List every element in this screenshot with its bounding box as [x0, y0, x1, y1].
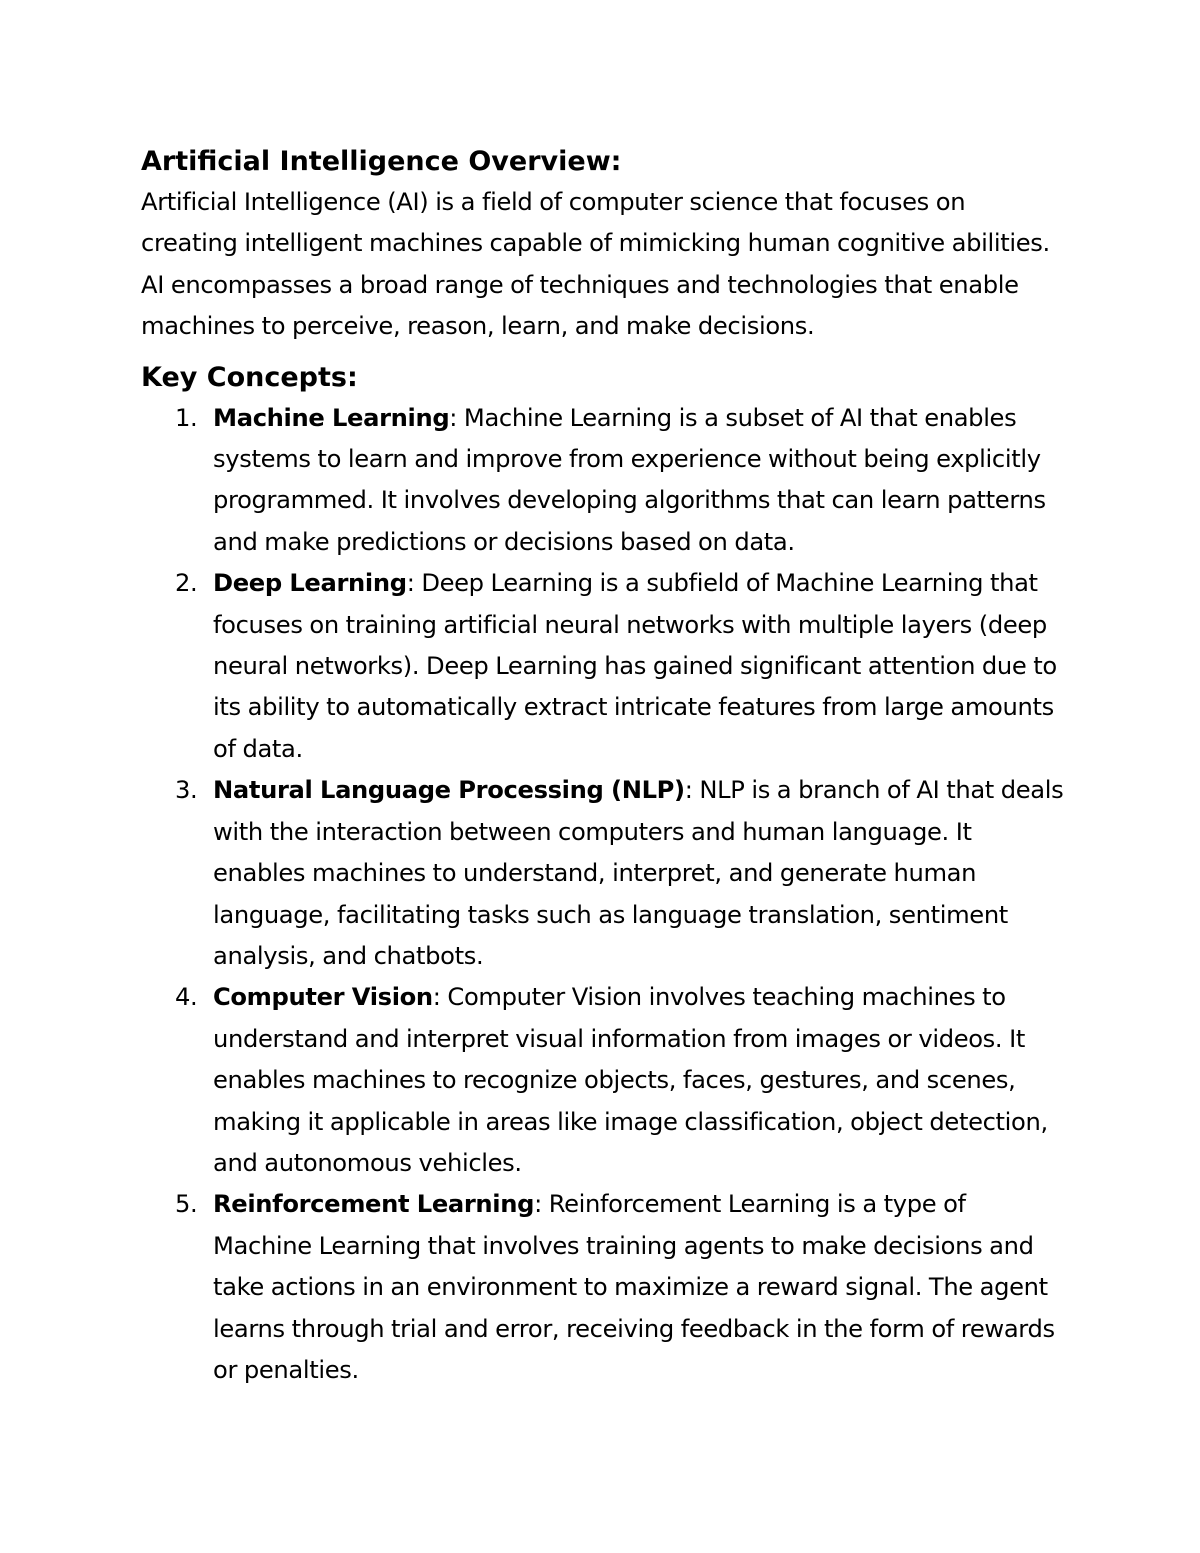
list-item-number: 1.: [175, 403, 198, 432]
section-heading: Key Concepts:: [141, 361, 358, 393]
concept-term: Natural Language Processing (NLP): [213, 776, 685, 805]
document-body: [141, 142, 1066, 1391]
list-item-number: 2.: [175, 569, 198, 598]
intro-paragraph: Artificial Intelligence (AI) is a field of computer science that focuses on creating intelligent machines capable of mimicking human cognitive abilities. AI encompasses a broad range of techniques and technologies that enable machines to perceive, reason, learn, and make decisions.: [141, 188, 1050, 341]
concept-term: Deep Learning: [213, 569, 407, 598]
list-item-number: 3.: [175, 776, 198, 805]
page-title: Artificial Intelligence Overview:: [141, 146, 622, 177]
concept-description: : Reinforcement Learning is a type of Machine Learning that involves training agents to make decisions and take actions in an environment to maximize a reward signal. The agent learns through trial and error, receiving feedback in the form of rewards or penalties.: [213, 1190, 1055, 1384]
list-item: [141, 398, 1066, 564]
concept-list: [141, 398, 1066, 1392]
list-item-number: 4.: [175, 983, 198, 1012]
concept-term: Reinforcement Learning: [213, 1190, 535, 1219]
list-item-number: 5.: [175, 1190, 198, 1219]
concept-description: : Deep Learning is a subfield of Machine Learning that focuses on training artificial neural networks with multiple layers (deep neural networks). Deep Learning has gained significant attention due to its ability to automatically extract intricate features from large amounts of data.: [213, 569, 1057, 763]
concept-description: : Computer Vision involves teaching machines to understand and interpret visual information from images or videos. It enables machines to recognize objects, faces, gestures, and scenes, making it applicable in areas like image classification, object detection, and autonomous vehicles.: [213, 983, 1048, 1177]
list-item: [141, 563, 1066, 770]
list-item: [141, 977, 1066, 1184]
concept-description: : Machine Learning is a subset of AI that enables systems to learn and improve from experience without being explicitly programmed. It involves developing algorithms that can learn patterns and make predictions or decisions based on data.: [213, 403, 1046, 556]
concept-term: Machine Learning: [213, 403, 450, 432]
list-item: [141, 770, 1066, 977]
concept-term: Computer Vision: [213, 983, 433, 1012]
concept-description: : NLP is a branch of AI that deals with the interaction between computers and human language. It enables machines to understand, interpret, and generate human language, facilitating tasks such as language translation, sentiment analysis, and chatbots.: [213, 776, 1064, 970]
list-item: [141, 1184, 1066, 1391]
